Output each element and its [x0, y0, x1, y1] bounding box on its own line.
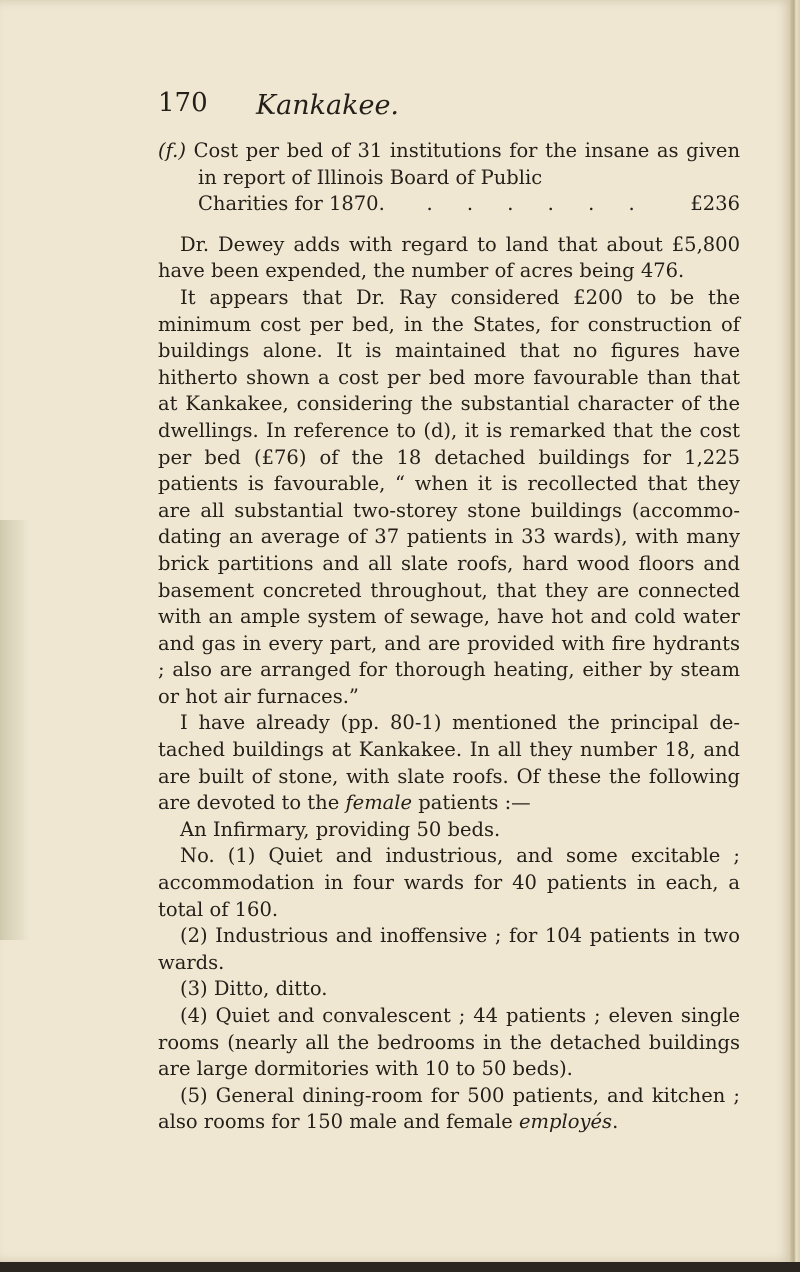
bottom-edge	[0, 1262, 800, 1272]
paragraph-buildings: I have already (pp. 80-1) mentioned the principal de-tached buildings at Kankakee. In all they number 18, and are built of stone, with slate roofs. Of these the following are devoted to the female patients :—	[158, 711, 740, 815]
entry-text-end: Charities for 1870.	[198, 192, 385, 216]
leader-dots: . . . . . .	[426, 192, 649, 216]
page-body	[158, 138, 740, 1136]
page-number: 170	[158, 88, 208, 118]
list-item: (2) Industrious and inoffensive ; for 104 patients in two wards.	[158, 924, 740, 974]
paragraph-land: Dr. Dewey adds with regard to land that about £5,800 have been expended, the number of acres being 476.	[158, 232, 740, 283]
page-header	[158, 88, 720, 128]
page-stain	[0, 520, 30, 940]
running-title: Kankakee.	[256, 90, 400, 121]
page-edge	[790, 0, 800, 1272]
entry-label: (f.)	[158, 139, 186, 162]
entry-amount: £236	[690, 192, 740, 216]
entry-text: Cost per bed of 31 institutions for the insane as given in report of Illinois Board of Public	[193, 139, 741, 189]
emphasis-employes: employés	[519, 1110, 613, 1134]
list-item: (5) General dining-room for 500 patients, and kitchen ; also rooms for 150 male and female employés.	[158, 1083, 740, 1134]
emphasis-female: female	[345, 791, 413, 815]
list-item: An Infirmary, providing 50 beds.	[180, 817, 501, 841]
list-item: No. (1) Quiet and industrious, and some excitable ; accommodation in four wards for 40 patients in each, a total of 160.	[158, 844, 740, 921]
list-item: (3) Ditto, ditto.	[180, 977, 328, 1001]
paragraph-cost: It appears that Dr. Ray considered £200 to be the minimum cost per bed, in the States, for construction of buildings alone. It is maintained that no figures have hitherto shown a cost per bed more favourable than that at Kankakee, considering the substantial character of the dwellings. In reference to (d), it is remarked that the cost per bed (£76) of the 18 detached buildings for 1,225 patients is favourable, “ when it is recollected that they are all substantial two-storey stone buildings (accommo-dating an average of 37 patients in 33 wards), with many brick partitions and all slate roofs, hard wood floors and basement concreted throughout, that they are connected with an ample system of sewage, have hot and cold water and gas in every part, and are provided with fire hydrants ; also are arranged for thorough heating, either by steam or hot air furnaces.”	[158, 285, 740, 708]
cost-entry-f	[158, 138, 740, 218]
list-item: (4) Quiet and convalescent ; 44 patients ; eleven single rooms (nearly all the bedrooms in the detached buildings are large dormitories with 10 to 50 beds).	[158, 1004, 740, 1081]
